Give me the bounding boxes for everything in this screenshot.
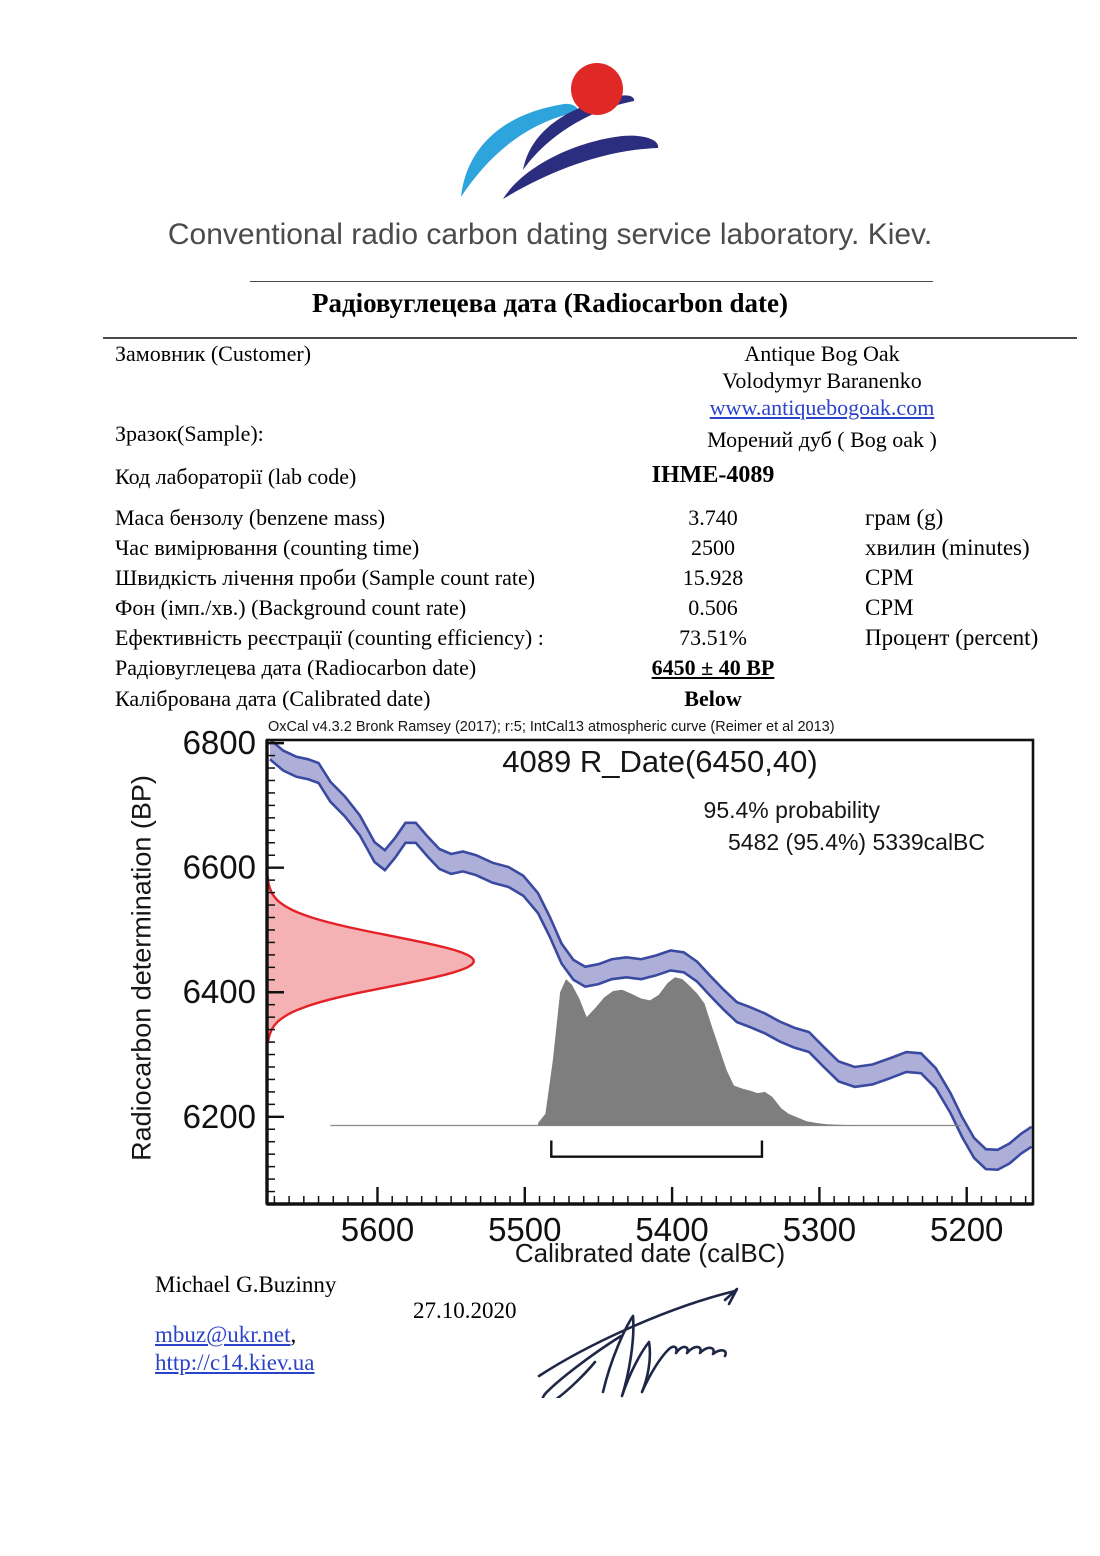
row-value: 0.506 (688, 595, 738, 620)
chart-title: 4089 R_Date(6450,40) (502, 744, 818, 779)
row-unit: CPM (865, 595, 914, 620)
logo-swoosh-navy-bottom (503, 136, 658, 199)
chart-range-annotation: 5482 (95.4%) 5339calBC (728, 829, 985, 855)
customer-label: Замовник (Customer) (115, 341, 312, 366)
row-label: Швидкість лічення проби (Sample count rate) (115, 565, 536, 590)
lab-code-label: Код лабораторії (lab code) (115, 464, 357, 489)
lab-code-value: IHME-4089 (651, 462, 775, 488)
chart-probability-annotation: 95.4% probability (703, 797, 880, 823)
lab-website-link[interactable]: http://c14.kiev.ua (155, 1350, 315, 1375)
title-divider (250, 281, 933, 282)
sample-label: Зразок(Sample): (115, 421, 264, 446)
svg-text:5300: 5300 (782, 1211, 857, 1248)
row-unit: Процент (percent) (865, 625, 1039, 650)
radiocarbon-date-value: 6450 ± 40 BP (651, 655, 775, 680)
document-title: Радіовуглецева дата (Radiocarbon date) (311, 288, 789, 318)
row-value: 2500 (691, 535, 735, 560)
chart-credit-line: OxCal v4.3.2 Bronk Ramsey (2017); r:5; IntCal13 atmospheric curve (Reimer et al 2013) (268, 719, 835, 735)
chart-x-axis-label: Calibrated date (calBC) (514, 1238, 786, 1268)
svg-text:5200: 5200 (930, 1211, 1004, 1248)
svg-text:5400: 5400 (635, 1211, 709, 1248)
lab-logo (452, 58, 672, 203)
row-unit: хвилин (minutes) (865, 535, 1030, 560)
row-label: Час вимірювання (counting time) (115, 535, 420, 560)
row-value: 15.928 (682, 565, 744, 590)
analyst-name: Michael G.Buzinny (155, 1272, 337, 1297)
logo-red-dot (571, 63, 623, 115)
radiocarbon-date-label: Радіовуглецева дата (Radiocarbon date) (115, 655, 477, 680)
customer-person: Volodymyr Baranenko (722, 368, 922, 393)
calibrated-date-label: Калібрована дата (Calibrated date) (115, 686, 431, 711)
email-comma: , (290, 1322, 297, 1347)
svg-text:6800: 6800 (182, 724, 256, 762)
row-label: Ефективність реєстрації (counting efficiency) : (115, 625, 544, 650)
row-value: 3.740 (688, 505, 738, 530)
customer-website-row (622, 395, 1022, 421)
email-link[interactable]: mbuz@ukr.net (155, 1322, 291, 1347)
lab-title: Conventional radio carbon dating service laboratory. Kiev. (167, 218, 933, 251)
svg-text:6600: 6600 (182, 848, 256, 886)
row-label: Фон (імп./хв.) (Background count rate) (115, 595, 467, 620)
calibrated-date-value: Below (684, 686, 742, 711)
customer-name: Antique Bog Oak (744, 341, 900, 366)
sample-value: Морений дуб ( Bog oak ) (707, 427, 937, 452)
table-top-border (103, 337, 1077, 339)
customer-website-link[interactable]: www.antiquebogoak.com (709, 395, 935, 420)
email-row (155, 1322, 296, 1348)
svg-text:6200: 6200 (182, 1097, 256, 1135)
report-date: 27.10.2020 (413, 1298, 517, 1323)
signature (525, 1278, 775, 1398)
row-value: 73.51% (679, 625, 747, 650)
row-unit: CPM (865, 565, 914, 590)
svg-text:5600: 5600 (340, 1211, 415, 1248)
chart-y-axis-label: Radiocarbon determination (BP) (126, 775, 157, 1161)
svg-text:6400: 6400 (182, 973, 256, 1011)
row-unit: грам (g) (865, 505, 944, 530)
website-row (155, 1350, 314, 1376)
row-label: Маса бензолу (benzene mass) (115, 505, 386, 530)
svg-text:5500: 5500 (488, 1211, 562, 1248)
